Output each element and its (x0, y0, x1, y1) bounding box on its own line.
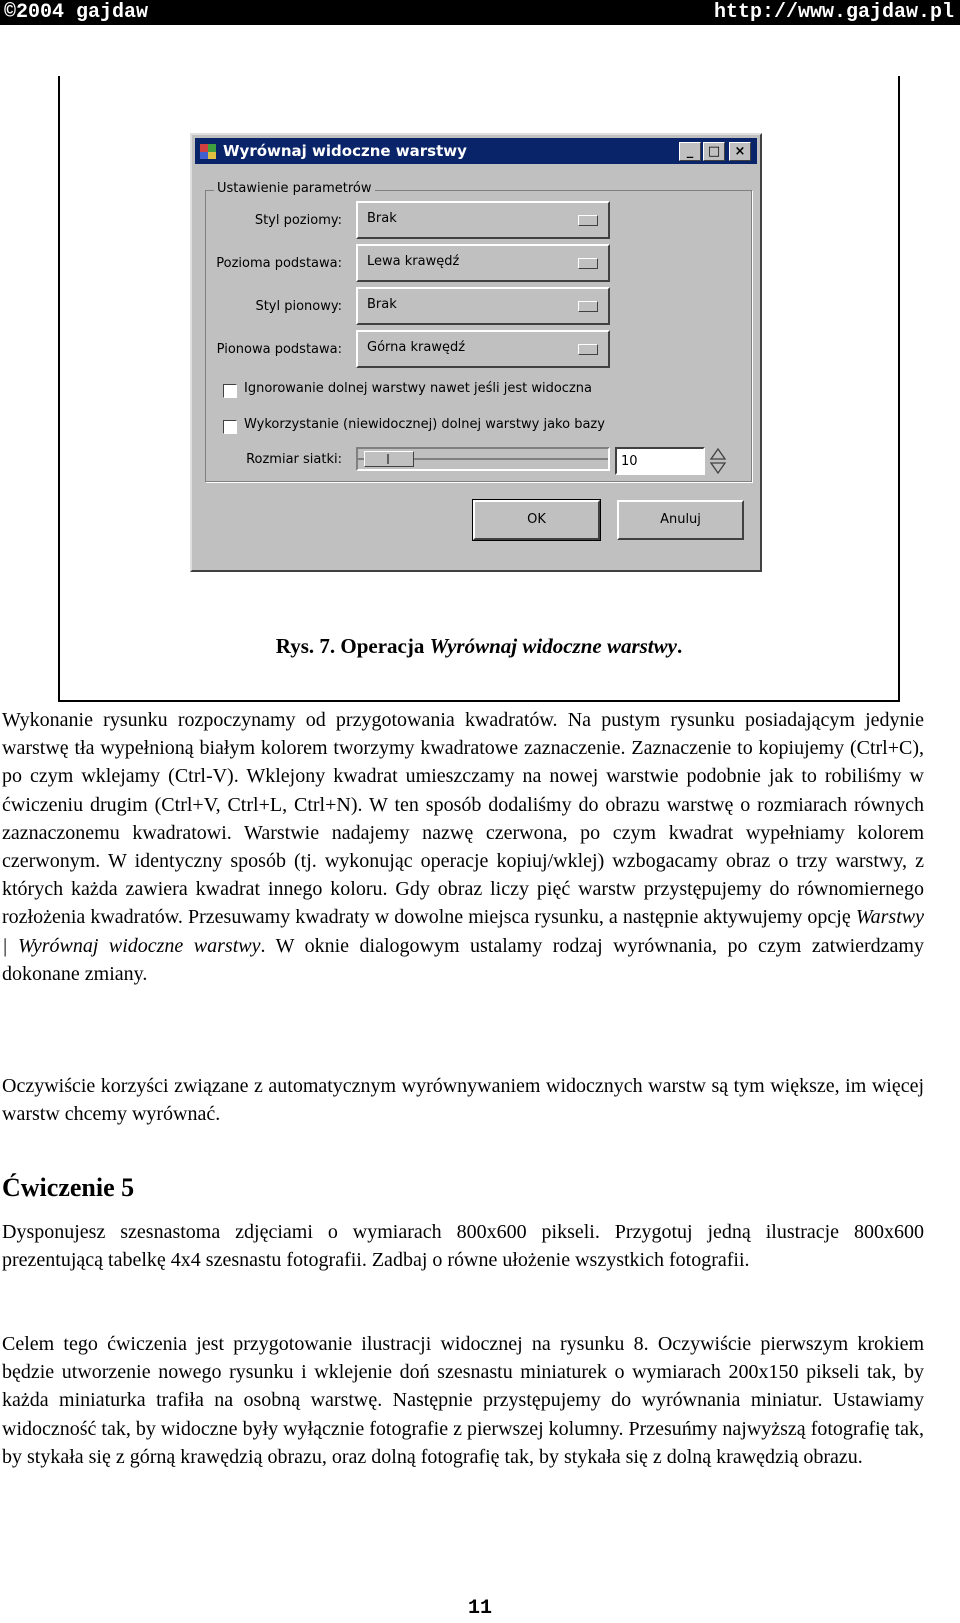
horizontal-base-label: Pozioma podstawa: (216, 256, 342, 271)
paragraph-1-main: Wykonanie rysunku rozpoczynamy od przygotowania kwadratów. Na pustym rysunku posiadającym jedynie warstwę tła wypełnioną białym kolorem tworzymy kwadratowe zaznaczenie. Zaznaczenie to kopiujemy (Ctrl+C), po czym wklejamy (Ctrl-V). Wklejony kwadrat umieszczamy na nowej warstwie podobnie jak to robiliśmy w ćwiczeniu drugim (Ctrl+V, Ctrl+L, Ctrl+N). W ten sposób dodaliśmy do obrazu warstwę o rozmiarach równych zaznaczonemu kwadratowi. Warstwie nadajemy nazwę czerwona, po czym kwadrat wypełniamy kolorem czerwonym. W identyczny sposób (tj. wykonując operacje kopiuj/wklej) wzbogacamy obraz o trzy warstwy, z których każda zawiera kwadrat innego koloru. Gdy obraz liczy pięć warstw przystępujemy do równomiernego rozłożenia kwadratów. Przesuwamy kwadraty w dowolne miejsca rysunku, a następnie aktywujemy opcję (2, 709, 924, 929)
paragraph-1 (2, 706, 924, 988)
minimize-button[interactable]: _ (679, 142, 701, 161)
grid-size-label: Rozmiar siatki: (246, 452, 342, 467)
paragraph-2: Oczywiście korzyści związane z automatycznym wyrównywaniem widocznych warstw są tym większe, im więcej warstw chcemy wyrównać. (2, 1075, 924, 1126)
ignore-bottom-layer-checkbox[interactable] (223, 384, 237, 398)
vertical-style-value: Brak (367, 297, 397, 312)
figure-caption (58, 634, 900, 659)
groupbox-label: Ustawienie parametrów (214, 181, 375, 196)
dropdown-icon (578, 301, 598, 312)
horizontal-style-select[interactable] (356, 201, 610, 239)
horizontal-style-value: Brak (367, 211, 397, 226)
use-bottom-layer-checkbox[interactable] (223, 420, 237, 434)
paragraph-3: Dysponujesz szesnastoma zdjęciami o wymiarach 800x600 pikseli. Przygotuj jedną ilustracje 800x600 prezentującą tabelkę 4x4 szesnastu fotografii. Zadbaj o równe ułożenie wszystkich fotografii. (2, 1221, 924, 1272)
horizontal-style-label: Styl poziomy: (254, 213, 342, 228)
caption-suffix: . (676, 634, 683, 658)
vertical-base-select[interactable] (356, 330, 610, 368)
header-url-link[interactable]: http://www.gajdaw.pl (713, 1, 954, 24)
caption-italic: Wyrównaj widoczne warstwy (429, 634, 677, 658)
cancel-button[interactable]: Anuluj (617, 500, 744, 540)
grid-size-slider[interactable] (356, 447, 610, 471)
menu-path-text: Warstwy | Wyrównaj widoczne warstwy (2, 906, 924, 957)
use-bottom-layer-label: Wykorzystanie (niewidocznej) dolnej warstwy jako bazy (244, 417, 605, 432)
vertical-base-label: Pionowa podstawa: (216, 342, 342, 357)
caption-prefix: Rys. 7. Operacja (275, 634, 430, 658)
grid-size-input[interactable] (615, 447, 705, 475)
vertical-base-value: Górna krawędź (367, 340, 466, 355)
parameters-groupbox (205, 181, 752, 482)
vertical-style-label: Styl pionowy: (255, 299, 342, 314)
spin-arrows-icon[interactable] (709, 447, 727, 475)
ok-button[interactable]: OK (473, 500, 600, 540)
vertical-style-select[interactable] (356, 287, 610, 325)
horizontal-base-select[interactable] (356, 244, 610, 282)
dropdown-icon (578, 344, 598, 355)
ignore-bottom-layer-label: Ignorowanie dolnej warstwy nawet jeśli jest widoczna (244, 381, 592, 396)
page-number: 11 (467, 1597, 492, 1620)
slider-thumb[interactable] (364, 451, 414, 467)
align-layers-dialog (190, 133, 762, 572)
grid-size-value: 10 (621, 454, 638, 469)
dialog-title: Wyrównaj widoczne warstwy (223, 142, 467, 160)
page-header-bar (0, 0, 960, 25)
dropdown-icon (578, 258, 598, 269)
app-icon (199, 142, 217, 160)
dropdown-icon (578, 215, 598, 226)
paragraph-4: Celem tego ćwiczenia jest przygotowanie ilustracji widocznej na rysunku 8. Oczywiście pierwszym krokiem będzie utworzenie nowego rysunku i wklejenie doń szesnastu miniaturek o wymiarach 200x150 pikseli tak, by każda miniaturka trafiła na osobną warstwę. Następnie przystępujemy do wyrównania miniatur. Ustawiamy widoczność tak, by widoczne były wyłącznie fotografie z pierwszej kolumny. Przesuńmy najwyższą fotografię tak, by stykała się z górną krawędzią obrazu, oraz dolną fotografię tak, by stykała się z dolną krawędzią obrazu. (2, 1333, 924, 1468)
exercise-heading: Ćwiczenie 5 (2, 1173, 135, 1202)
horizontal-base-value: Lewa krawędź (367, 254, 460, 269)
dialog-titlebar[interactable] (195, 138, 757, 164)
close-button[interactable]: × (729, 142, 751, 161)
paragraph-1-end: . W oknie dialogowym ustalamy rodzaj wyrównania, po czym zatwierdzamy dokonane zmiany. (2, 934, 924, 985)
copyright-text: ©2004 gajdaw (4, 1, 149, 24)
maximize-button[interactable]: □ (703, 142, 725, 161)
